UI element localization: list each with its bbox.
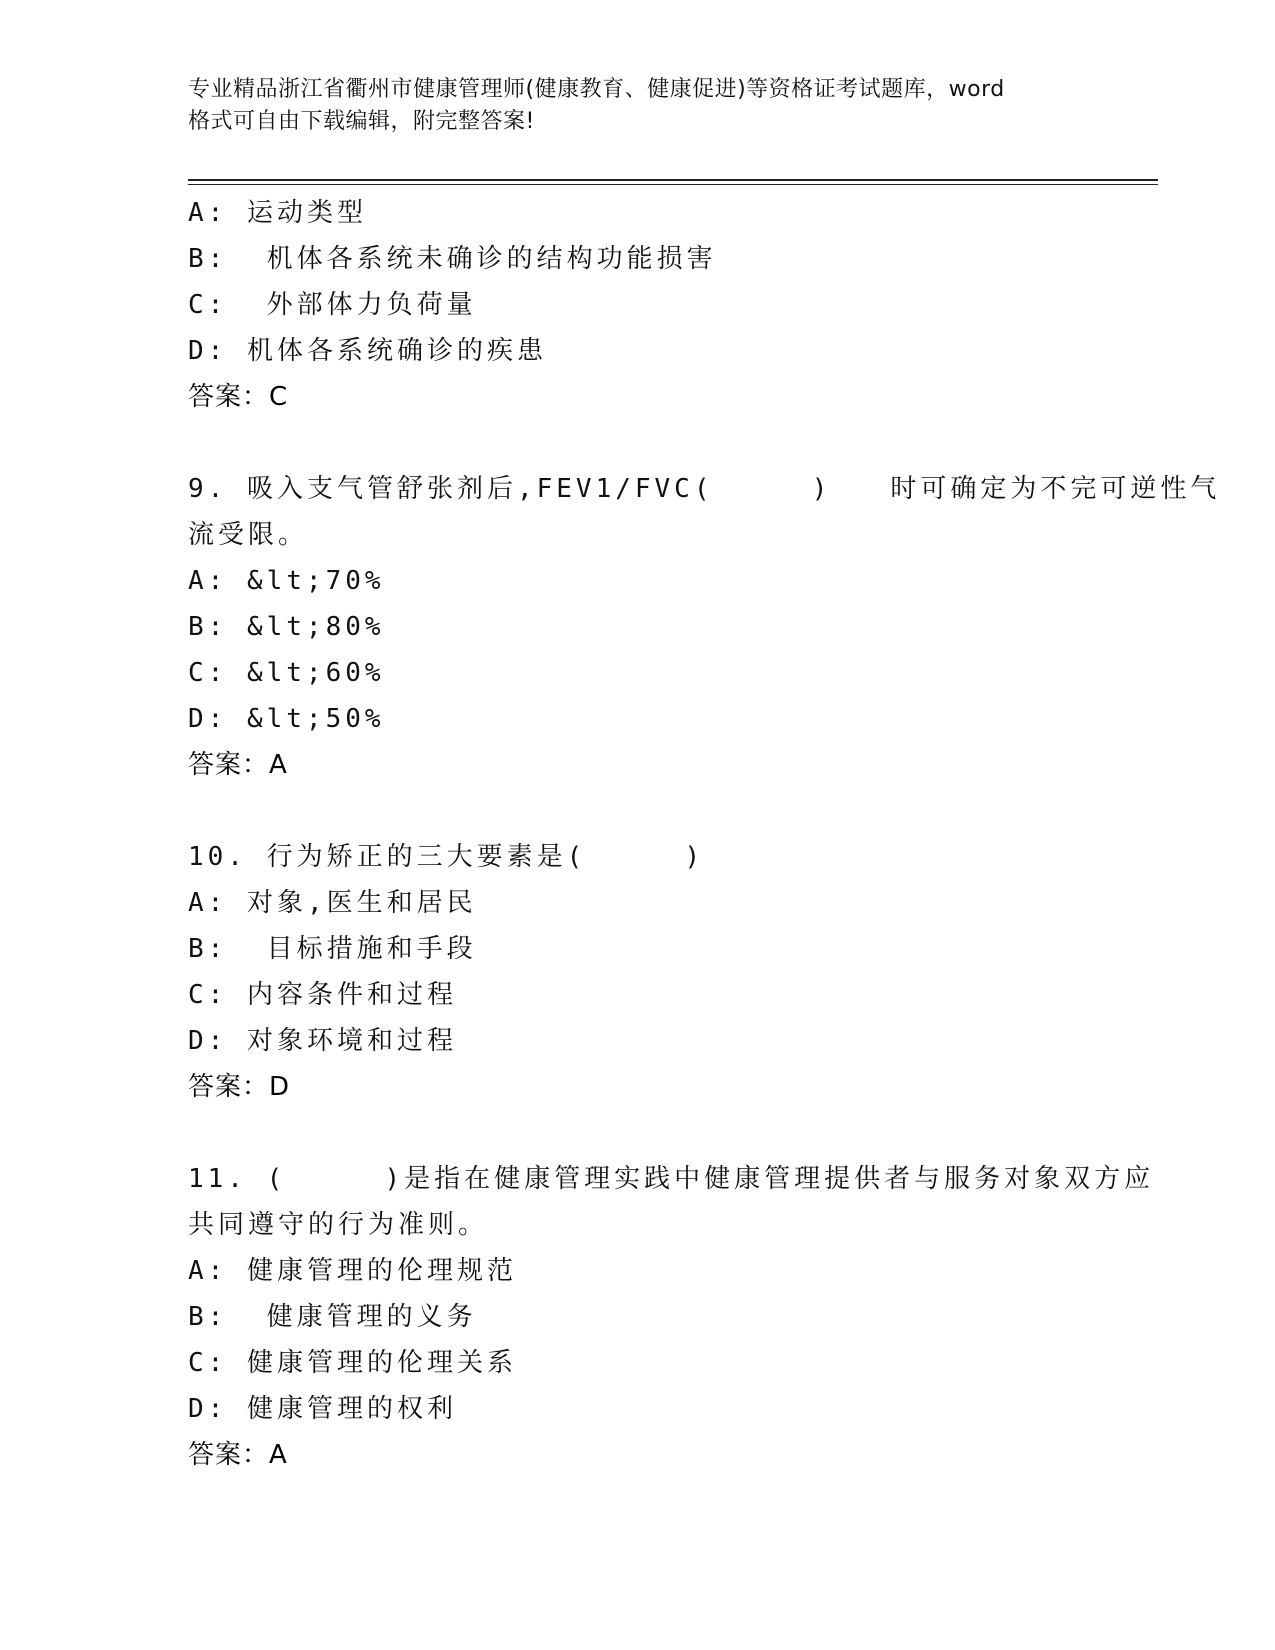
question-10	[188, 834, 1088, 1110]
option-a: A: 运动类型	[188, 198, 367, 228]
option-c: C: 内容条件和过程	[188, 980, 457, 1010]
question-content	[188, 190, 1221, 1478]
answer: 答案：D	[188, 1072, 291, 1102]
question-9	[188, 466, 1221, 788]
question-text-line-1: 10. 行为矫正的三大要素是( )	[188, 842, 705, 872]
option-d: D: 健康管理的权利	[188, 1394, 457, 1424]
header-line-2: 格式可自由下载编辑，附完整答案!	[188, 109, 535, 134]
answer: 答案：A	[188, 750, 288, 780]
question-text-line-1: 9. 吸入支气管舒张剂后,FEV1/FVC( ) 时可确定为不完可逆性气	[188, 474, 1221, 504]
option-a: A: 对象,医生和居民	[188, 888, 477, 918]
question-text-line-2: 共同遵守的行为准则。	[188, 1210, 489, 1240]
option-c: C: 外部体力负荷量	[188, 290, 477, 320]
answer: 答案：A	[188, 1440, 288, 1470]
option-b: B: 机体各系统未确诊的结构功能损害	[188, 244, 717, 274]
option-d: D: 机体各系统确诊的疾患	[188, 336, 547, 366]
option-a: A: &lt;70%	[188, 566, 385, 596]
option-b: B: &lt;80%	[188, 612, 385, 642]
option-c: C: 健康管理的伦理关系	[188, 1348, 517, 1378]
option-d: D: 对象环境和过程	[188, 1026, 457, 1056]
question-text-line-2: 流受限。	[188, 520, 309, 550]
header-divider-thick	[188, 179, 1158, 181]
option-c: C: &lt;60%	[188, 658, 385, 688]
option-d: D: &lt;50%	[188, 704, 385, 734]
option-a: A: 健康管理的伦理规范	[188, 1256, 517, 1286]
option-b: B: 健康管理的义务	[188, 1302, 477, 1332]
header-line-1: 专业精品浙江省衢州市健康管理师(健康教育、健康促进)等资格证考试题库，word	[188, 77, 1005, 102]
answer: 答案：C	[188, 382, 289, 412]
header-divider-thin	[188, 184, 1158, 185]
document-header	[188, 74, 1088, 138]
question-text-line-1: 11. ( )是指在健康管理实践中健康管理提供者与服务对象双方应	[188, 1164, 1155, 1194]
question-11	[188, 1156, 1155, 1478]
option-b: B: 目标措施和手段	[188, 934, 477, 964]
question-8-options	[188, 190, 1088, 420]
